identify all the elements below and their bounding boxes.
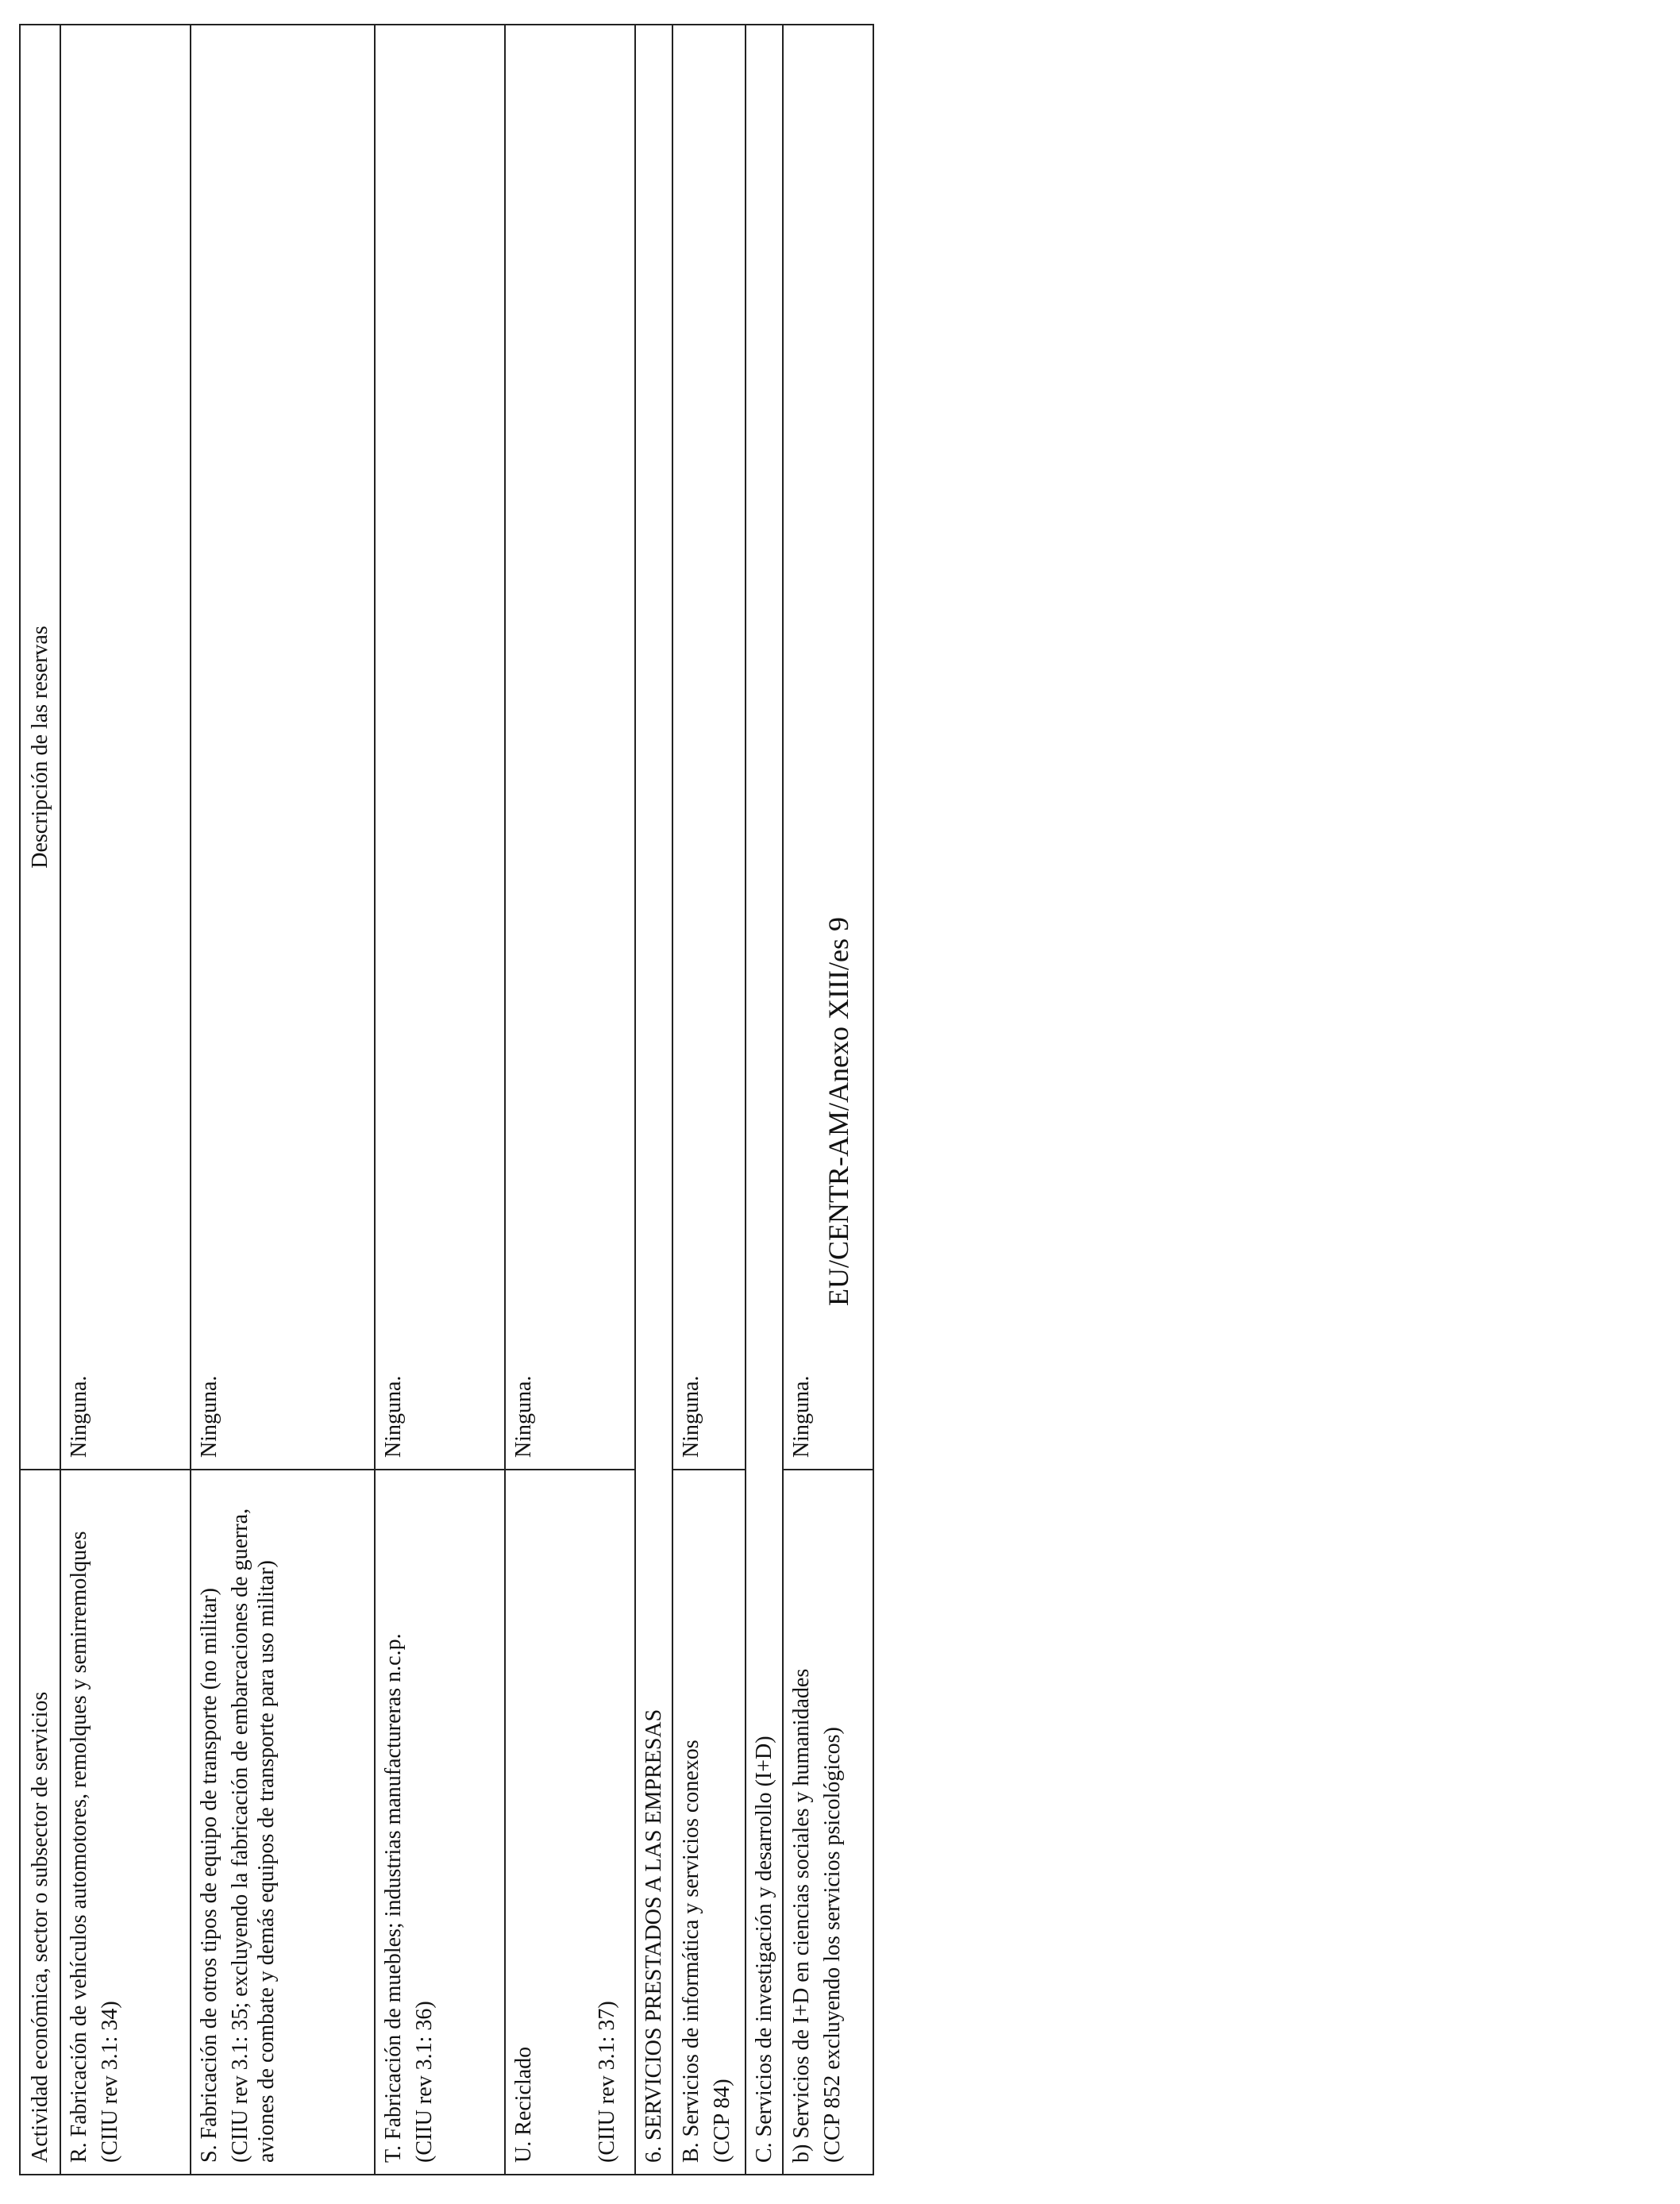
document-reference: EU/CENTR-AM/Anexo XIII/es 9	[823, 917, 854, 1306]
reservation-cell: Ninguna.	[60, 25, 191, 1470]
section-heading: 6. SERVICIOS PRESTADOS A LAS EMPRESAS	[635, 25, 672, 2175]
reservation-cell: Ninguna.	[783, 25, 873, 1470]
spacer	[541, 1482, 594, 2163]
activity-cell	[672, 1470, 746, 2175]
reservations-table	[19, 24, 874, 2175]
activity-title: U. Reciclado	[511, 2046, 536, 2163]
table-row	[60, 25, 191, 2175]
table-row	[375, 25, 505, 2175]
subsection-heading: C. Servicios de investigación y desarrollo (I+D)	[746, 25, 783, 2175]
table-header-row	[20, 25, 60, 2175]
table-row	[672, 25, 746, 2175]
activity-cell	[375, 1470, 505, 2175]
header-activity: Actividad económica, sector o subsector de servicios	[20, 1470, 60, 2175]
activity-title: b) Servicios de I+D en ciencias sociales y humanidades	[789, 1668, 814, 2163]
activity-code: (CIIU rev 3.1: 37)	[595, 2001, 619, 2163]
activity-code: (CIIU rev 3.1: 36)	[412, 2001, 437, 2163]
activity-cell	[783, 1470, 873, 2175]
activity-title: R. Fabricación de vehículos automotores, remolques y semirremolques	[67, 1531, 91, 2163]
table-row	[191, 25, 375, 2175]
activity-title: T. Fabricación de muebles; industrias manufactureras n.c.p.	[381, 1633, 406, 2163]
activity-cell	[191, 1470, 375, 2175]
header-reservations: Descripción de las reservas	[20, 25, 60, 1470]
reservation-cell: Ninguna.	[375, 25, 505, 1470]
activity-code: (CIIU rev 3.1: 34)	[98, 2001, 122, 2163]
reservation-cell: Ninguna.	[672, 25, 746, 1470]
rotated-page	[19, 25, 965, 2175]
reservation-cell: Ninguna.	[191, 25, 375, 1470]
activity-cell	[505, 1470, 635, 2175]
activity-title: S. Fabricación de otros tipos de equipo de transporte (no militar)	[197, 1588, 222, 2163]
activity-code: (CIIU rev 3.1: 35; excluyendo la fabricación de embarcaciones de guerra, aviones de combate y demás equipos de transporte para uso militar)	[228, 1508, 279, 2163]
activity-cell	[60, 1470, 191, 2175]
activity-title: B. Servicios de informática y servicios conexos	[679, 1740, 703, 2163]
section-row	[635, 25, 672, 2175]
reservation-cell: Ninguna.	[505, 25, 635, 1470]
table-row	[505, 25, 635, 2175]
activity-code: (CCP 852 excluyendo los servicios psicológicos)	[820, 1727, 845, 2163]
activity-code: (CCP 84)	[710, 2079, 734, 2163]
subsection-row	[746, 25, 783, 2175]
